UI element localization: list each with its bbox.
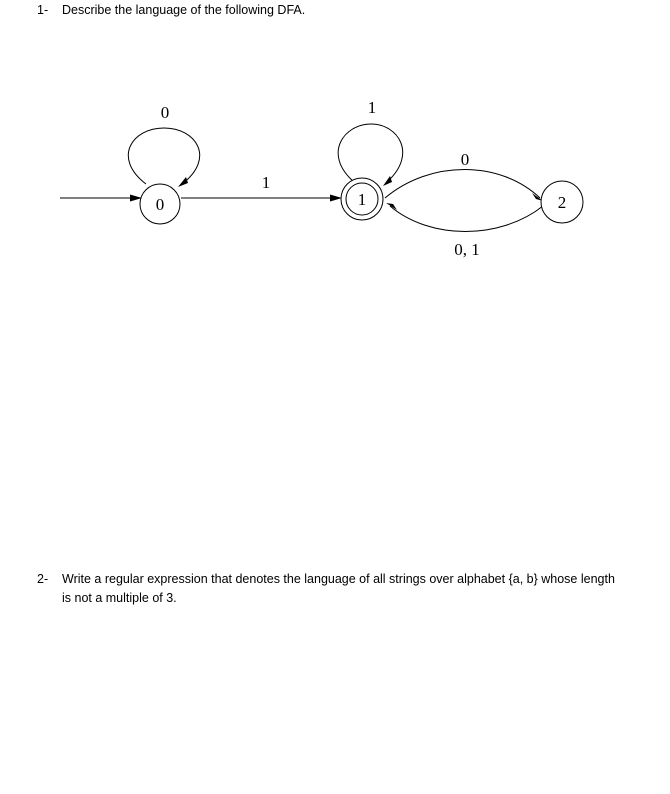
edge-2-to-1 xyxy=(390,206,543,232)
self-loop-1 xyxy=(338,124,403,182)
self-loop-1-label: 1 xyxy=(367,98,377,117)
edge-0-to-1-arrowhead xyxy=(330,195,342,202)
state-0-label: 0 xyxy=(155,195,165,214)
edge-1-to-2-label: 0 xyxy=(460,150,470,169)
dfa-diagram xyxy=(0,0,670,300)
question-1-number: 1- xyxy=(37,3,49,17)
state-2-label: 2 xyxy=(557,193,567,212)
self-loop-0-label: 0 xyxy=(160,103,170,122)
question-2-text: Write a regular expression that denotes the language of all strings over alphabet {a, b} whose length is not a multiple of 3. xyxy=(62,572,615,605)
question-2-number: 2- xyxy=(37,572,49,586)
state-1-label: 1 xyxy=(357,190,367,209)
edge-1-to-2 xyxy=(385,170,540,199)
self-loop-0 xyxy=(128,128,199,184)
self-loop-1-arrowhead xyxy=(383,176,392,186)
edge-2-to-1-arrowhead xyxy=(386,203,397,210)
question-1-text: Describe the language of the following DFA. xyxy=(62,3,306,17)
edge-0-to-1-label: 1 xyxy=(261,173,271,192)
question-2 xyxy=(37,570,637,610)
edge-2-to-1-label: 0, 1 xyxy=(454,240,480,259)
self-loop-0-arrowhead xyxy=(178,177,188,187)
